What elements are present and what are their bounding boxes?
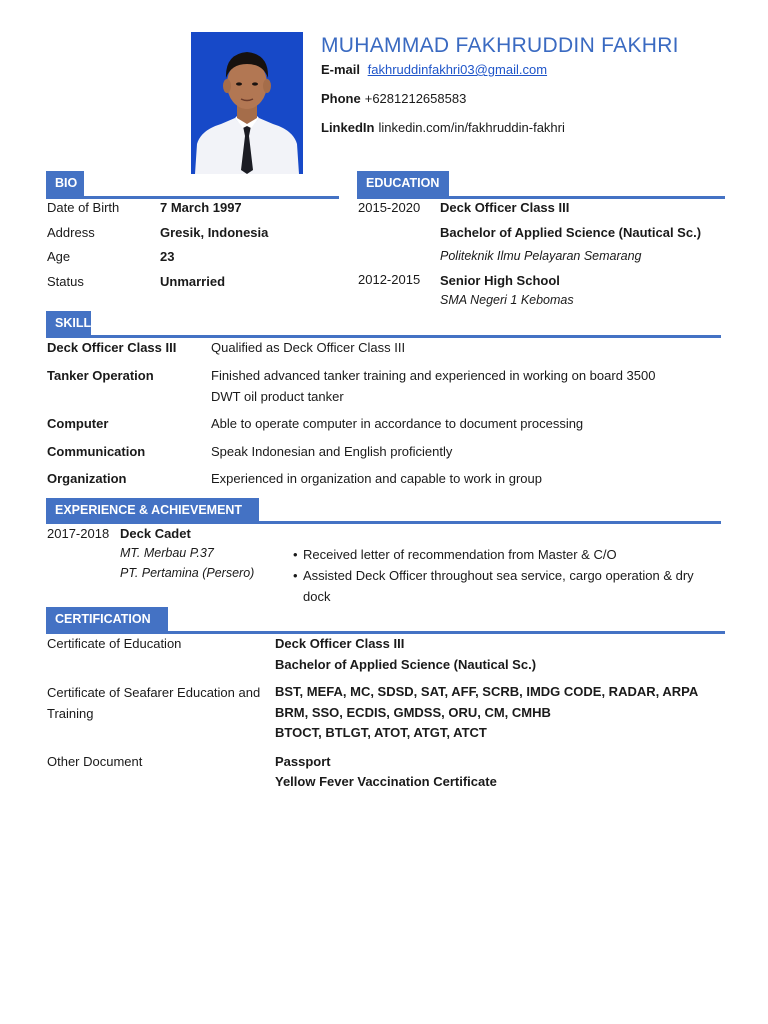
certification-label: Other Document (47, 754, 143, 769)
skill-label: Computer (47, 416, 109, 431)
experience-bullet: • Received letter of recommendation from Master & C/O (303, 547, 617, 562)
certification-value: BRM, SSO, ECDIS, GMDSS, ORU, CM, CMHB (275, 705, 551, 720)
email-link[interactable]: fakhruddinfakhri03@gmail.com (367, 62, 548, 77)
experience-bullet: • Assisted Deck Officer throughout sea service, cargo operation & dry dock (303, 565, 703, 607)
education-divider (357, 196, 725, 199)
linkedin-label: LinkedIn (321, 120, 375, 135)
education-years: 2012-2015 (358, 272, 421, 287)
skill-label: Deck Officer Class III (47, 340, 177, 355)
experience-vessel: MT. Merbau P.37 (120, 546, 214, 560)
experience-role: Deck Cadet (120, 526, 191, 541)
skill-desc: Experienced in organization and capable to work in group (211, 471, 542, 486)
person-portrait-icon (191, 32, 303, 174)
bio-label: Status (47, 274, 84, 289)
linkedin-value: linkedin.com/in/fakhruddin-fakhri (378, 120, 565, 135)
skill-heading: SKILL (46, 311, 91, 336)
education-subtitle: Bachelor of Applied Science (Nautical Sc.) (440, 225, 702, 240)
bio-divider (46, 196, 339, 199)
certification-divider (46, 631, 725, 634)
certification-value: Yellow Fever Vaccination Certificate (275, 774, 497, 789)
experience-company: PT. Pertamina (Persero) (120, 566, 255, 580)
education-years: 2015-2020 (358, 200, 421, 215)
profile-photo (191, 32, 303, 174)
certification-value: Passport (275, 754, 331, 769)
linkedin-row (321, 120, 565, 135)
experience-divider (46, 521, 721, 524)
skill-label: Tanker Operation (47, 368, 154, 383)
certification-value: BST, MEFA, MC, SDSD, SAT, AFF, SCRB, IMDG CODE, RADAR, ARPA (275, 684, 699, 699)
email-label: E-mail (321, 62, 361, 77)
experience-years: 2017-2018 (47, 526, 110, 541)
bio-label: Age (47, 249, 71, 264)
certification-value: BTOCT, BTLGT, ATOT, ATGT, ATCT (275, 725, 487, 740)
phone-value: +6281212658583 (364, 91, 467, 106)
skill-desc: Able to operate computer in accordance to document processing (211, 416, 584, 431)
bio-value: 23 (160, 249, 175, 264)
certification-value: Bachelor of Applied Science (Nautical Sc.) (275, 657, 537, 672)
bio-heading: BIO (46, 171, 84, 196)
education-heading: EDUCATION (357, 171, 449, 196)
certification-label: Certificate of Education (47, 636, 182, 651)
education-title: Deck Officer Class III (440, 200, 570, 215)
bio-label: Address (47, 225, 95, 240)
education-school: Politeknik Ilmu Pelayaran Semarang (440, 249, 642, 263)
candidate-name: MUHAMMAD FAKHRUDDIN FAKHRI (321, 34, 679, 57)
certification-label: Certificate of Seafarer Education and Training (47, 685, 261, 721)
skill-desc: Finished advanced tanker training and experienced in working on board 3500 (211, 368, 656, 383)
phone-label: Phone (321, 91, 361, 106)
phone-row (321, 91, 466, 106)
skill-desc: Speak Indonesian and English proficiently (211, 444, 453, 459)
certification-heading: CERTIFICATION (46, 607, 168, 632)
education-title: Senior High School (440, 273, 560, 288)
bio-label: Date of Birth (47, 200, 120, 215)
bio-value: Unmarried (160, 274, 226, 289)
bio-value: Gresik, Indonesia (160, 225, 269, 240)
skill-desc: Qualified as Deck Officer Class III (211, 340, 406, 355)
certification-value: Deck Officer Class III (275, 636, 405, 651)
education-school: SMA Negeri 1 Kebomas (440, 293, 574, 307)
skill-label: Organization (47, 471, 127, 486)
email-row (321, 62, 547, 77)
skill-label: Communication (47, 444, 146, 459)
skill-desc-continued: DWT oil product tanker (211, 389, 344, 404)
skill-divider (46, 335, 721, 338)
bio-value: 7 March 1997 (160, 200, 242, 215)
experience-heading: EXPERIENCE & ACHIEVEMENT (46, 498, 259, 523)
